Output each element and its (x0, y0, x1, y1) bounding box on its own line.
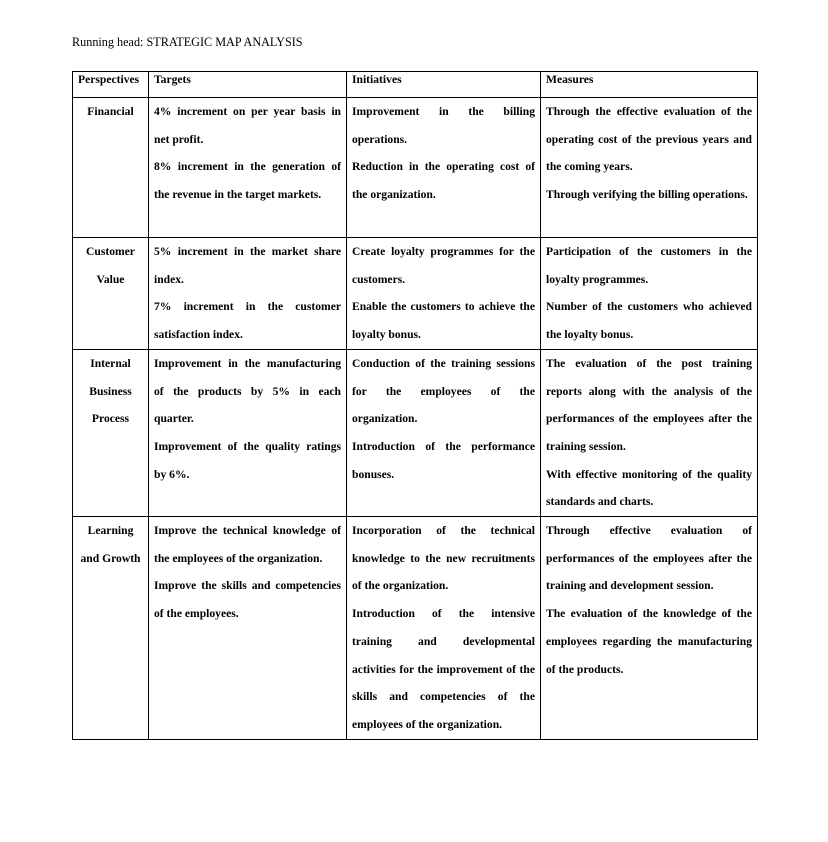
target-item: 5% increment in the market share index. (154, 245, 341, 286)
header-measures: Measures (541, 72, 758, 98)
measure-item: The evaluation of the post training reports along with the analysis of the performances of the employees after the training session. (546, 356, 752, 453)
table-row (73, 98, 758, 238)
header-initiatives: Initiatives (347, 72, 541, 98)
initiatives-cell (347, 517, 541, 740)
measures-cell (541, 517, 758, 740)
targets-cell (149, 517, 347, 740)
table-row (73, 349, 758, 516)
initiative-item: Introduction of the intensive training and developmental activities for the improvement of the skills and competencies of the employees of the organization. (352, 607, 535, 731)
measure-item: Through the effective evaluation of the operating cost of the previous years and the coming years. (546, 105, 752, 174)
initiatives-cell (347, 349, 541, 516)
measure-item: Through verifying the billing operations. (546, 188, 748, 202)
measure-item: Participation of the customers in the loyalty programmes. (546, 245, 752, 286)
target-item: Improvement in the manufacturing of the products by 5% in each quarter. (154, 356, 341, 426)
strategy-map-table (72, 71, 758, 740)
table-row (73, 517, 758, 740)
initiative-item: Improvement in the billing operations. (352, 105, 535, 146)
initiative-item: Reduction in the operating cost of the organization. (352, 160, 535, 202)
perspective-cell: Financial (73, 98, 149, 238)
target-item: 7% increment in the customer satisfaction index. (154, 300, 341, 342)
measure-item: The evaluation of the knowledge of the employees regarding the manufacturing of the products. (546, 607, 752, 676)
table-row (73, 238, 758, 350)
target-item: 4% increment on per year basis in net profit. (154, 105, 341, 146)
initiative-item: Incorporation of the technical knowledge to the new recruitments of the organization. (352, 524, 535, 593)
perspective-cell: Internal Business Process (73, 349, 149, 516)
initiative-item: Create loyalty programmes for the customers. (352, 245, 535, 286)
initiative-item: Introduction of the performance bonuses. (352, 439, 535, 481)
header-perspectives: Perspectives (73, 72, 149, 98)
header-targets: Targets (149, 72, 347, 98)
initiative-item: Conduction of the training sessions for the employees of the organization. (352, 356, 535, 426)
initiatives-cell (347, 238, 541, 350)
targets-cell (149, 238, 347, 350)
target-item: Improve the technical knowledge of the employees of the organization. (154, 524, 341, 565)
perspective-cell: Learning and Growth (73, 517, 149, 740)
targets-cell (149, 349, 347, 516)
target-item: Improvement of the quality ratings by 6%. (154, 439, 341, 481)
measure-item: Number of the customers who achieved the loyalty bonus. (546, 300, 752, 342)
table-header-row (73, 72, 758, 98)
target-item: Improve the skills and competencies of the employees. (154, 579, 341, 621)
targets-cell (149, 98, 347, 238)
measures-cell (541, 98, 758, 238)
measure-item: Through effective evaluation of performances of the employees after the training and development session. (546, 524, 752, 593)
initiatives-cell (347, 98, 541, 238)
measure-item: With effective monitoring of the quality standards and charts. (546, 467, 752, 509)
initiative-item: Enable the customers to achieve the loyalty bonus. (352, 300, 535, 342)
measures-cell (541, 349, 758, 516)
perspective-cell: Customer Value (73, 238, 149, 350)
target-item: 8% increment in the generation of the revenue in the target markets. (154, 160, 341, 202)
measures-cell (541, 238, 758, 350)
running-head: Running head: STRATEGIC MAP ANALYSIS (72, 35, 303, 49)
